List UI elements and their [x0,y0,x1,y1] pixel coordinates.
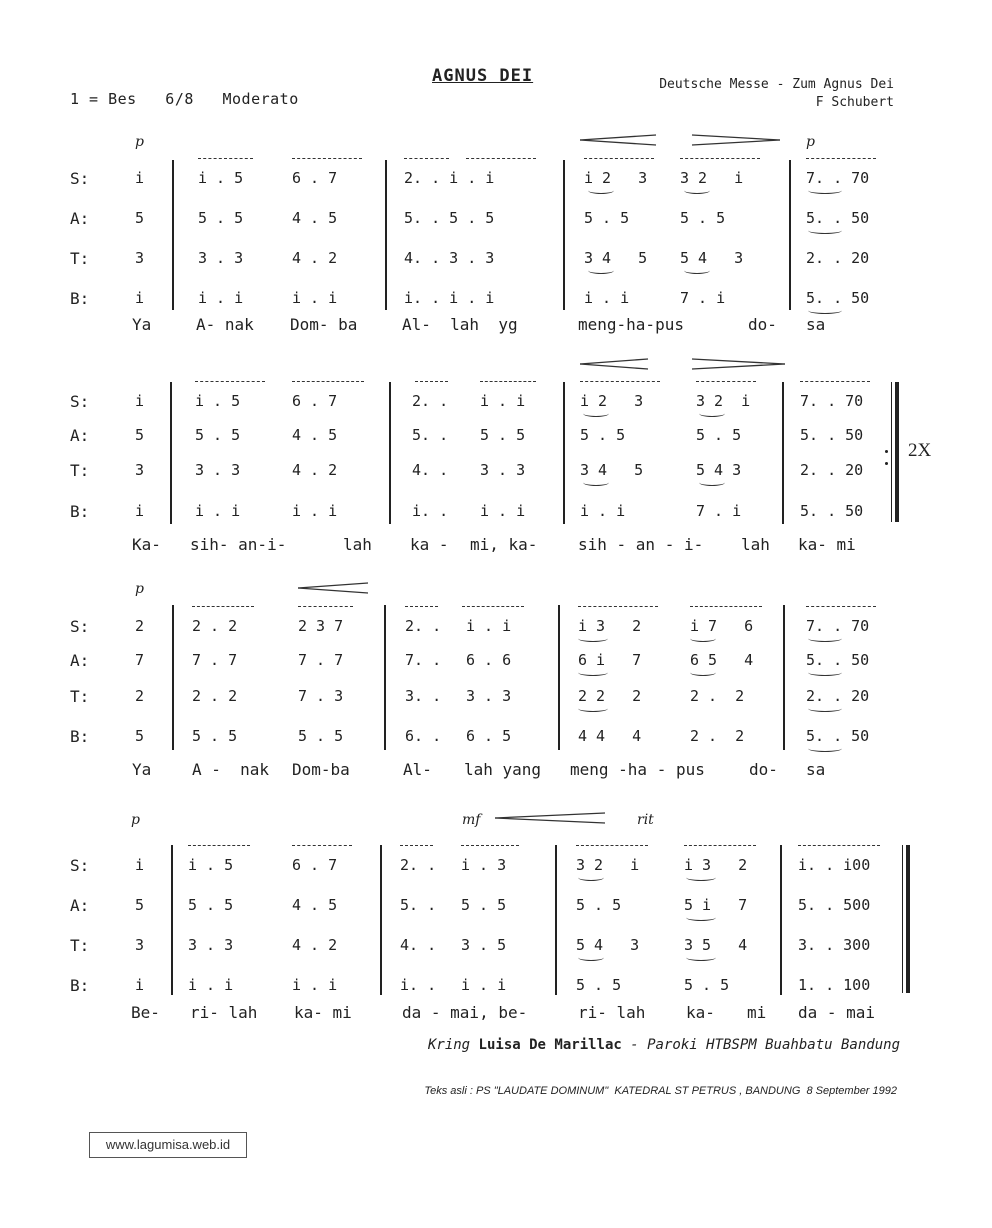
source-line-1: Deutsche Messe - Zum Agnus Dei [659,77,894,92]
final-bar-line [902,845,903,993]
lyric: Al- lah yg [402,315,518,334]
lyric: da - mai [798,1003,876,1022]
beam [198,158,253,159]
note-s: 7. . 70 [800,392,864,410]
lyric: meng -ha - pus [570,760,705,779]
beam [800,381,870,382]
note-b: 5 [135,727,145,745]
note-t: 2 . 2 [192,687,238,705]
note-b: i . i [188,976,234,994]
note-s: 7. . 70 [806,617,870,635]
voice-label-bass: B: [70,976,90,995]
note-t: 2. . 20 [806,687,870,705]
note-b: i . i [292,976,338,994]
note-a: 5 . 5 [576,896,622,914]
note-s: 2 3 7 [298,617,344,635]
slur [583,479,609,486]
slur [808,705,842,712]
dynamic-p: p [131,812,140,828]
lyric: Dom- ba [290,315,358,334]
bar-line [384,605,386,750]
note-a: 5 . 5 [198,209,244,227]
lyric: do- [749,760,778,779]
lyric: ka- mi [294,1003,352,1022]
note-a: 6 . 6 [466,651,512,669]
dynamic-rit: rit [637,812,654,828]
bar-line [170,382,172,524]
note-a: 5 . 5 [195,426,241,444]
note-t: 4 . 2 [292,249,338,267]
dynamic-p: p [135,134,144,150]
bar-line [389,382,391,524]
note-b: i . i [584,289,630,307]
note-a: 5 [135,209,145,227]
note-b: i. . [412,502,449,520]
lyric: ka- [686,1003,715,1022]
note-b: i . i [198,289,244,307]
beam [400,845,433,846]
voice-label-tenor: T: [70,461,90,480]
beam [584,158,654,159]
slur [578,874,604,881]
note-s: i. . i00 [798,856,871,874]
bar-line [172,605,174,750]
note-b: i . i [461,976,507,994]
note-s: i [135,856,145,874]
slur [588,187,614,194]
voice-label-tenor: T: [70,249,90,268]
lyric: mi [747,1003,767,1022]
voice-label-soprano: S: [70,856,90,875]
slur [808,669,842,676]
beam [576,845,648,846]
note-a: 5 . 5 [696,426,742,444]
note-b: 6. . [405,727,442,745]
note-t: 3 . 5 [461,936,507,954]
slur [578,954,604,961]
original-text-credit: Teks asli : PS "LAUDATE DOMINUM" KATEDRAL ST PETRUS , BANDUNG 8 September 1992 [424,1085,897,1097]
note-t: 5 4 3 [696,461,742,479]
final-bar-line-thick [906,845,910,993]
lyric: Ya [132,315,152,334]
note-a: 5 . 5 [461,896,507,914]
beam [292,158,362,159]
note-b: 5. . 50 [806,727,870,745]
note-a: 6 5 4 [690,651,754,669]
source-line-2: F Schubert [815,95,894,110]
page-title: AGNUS DEI [432,66,534,86]
slur [808,635,842,642]
note-b: i . i [292,289,338,307]
note-s: 3 2 i [680,169,744,187]
beam [462,606,524,607]
key-signature: 1 = Bes 6/8 Moderato [70,90,299,108]
voice-label-alto: A: [70,651,90,670]
beam [684,845,756,846]
lyric: sih - an - i- [578,535,704,554]
note-t: 3. . 300 [798,936,871,954]
note-a: 5 . 5 [584,209,630,227]
lyric: ri- lah [190,1003,258,1022]
note-a: 5 . 5 [580,426,626,444]
voice-label-alto: A: [70,209,90,228]
beam [580,381,660,382]
website-watermark[interactable]: www.lagumisa.web.id [89,1132,247,1158]
repeat-bar-line-thick [895,382,899,522]
lyric: Ya [132,760,152,779]
voice-label-alto: A: [70,896,90,915]
lyric: lah [741,535,770,554]
note-s: 2 . 2 [192,617,238,635]
slur [699,479,725,486]
bar-line [380,845,382,995]
note-a: 6 i 7 [578,651,642,669]
note-t: 3 . 3 [198,249,244,267]
beam [188,845,250,846]
voice-label-bass: B: [70,727,90,746]
slur [808,187,842,194]
crescendo-decrescendo-icon [580,134,780,146]
note-a: 5 i 7 [684,896,748,914]
lyric: sa [806,315,826,334]
note-s: i . 5 [198,169,244,187]
beam [292,381,364,382]
slur [808,307,842,314]
bar-line [780,845,782,995]
note-b: 5 . 5 [298,727,344,745]
note-a: 7 . 7 [192,651,238,669]
note-a: 5 . 5 [188,896,234,914]
lyric: ka - [410,535,449,554]
note-b: i . i [195,502,241,520]
beam [415,381,448,382]
dynamic-p: p [135,581,144,597]
voice-label-bass: B: [70,502,90,521]
note-b: 2 . 2 [690,727,745,745]
slur [684,187,710,194]
note-t: 4 . 2 [292,936,338,954]
note-a: 5. . 50 [806,209,870,227]
note-t: 4. . [412,461,449,479]
note-t: 3 [135,461,145,479]
note-s: i 2 3 [584,169,648,187]
note-a: 5. . 50 [800,426,864,444]
note-a: 5. . 5 . 5 [404,209,495,227]
note-a: 5 [135,426,145,444]
bar-line [172,160,174,310]
slur [690,669,716,676]
note-b: 6 . 5 [466,727,512,745]
repeat-dot [885,462,888,465]
note-t: 3 5 4 [684,936,748,954]
slur [578,705,608,712]
lyric: Dom-ba [292,760,350,779]
note-a: 4 . 5 [292,209,338,227]
note-a: 5 . 5 [480,426,526,444]
voice-label-tenor: T: [70,936,90,955]
crescendo-icon [298,582,368,594]
slur [686,914,716,921]
note-t: 2 2 2 [578,687,642,705]
dynamic-p: p [806,134,815,150]
note-b: i. . [400,976,437,994]
note-b: 1. . 100 [798,976,871,994]
lyric: Be- [131,1003,160,1022]
note-s: 2. . i . i [404,169,495,187]
note-t: 3 [135,936,145,954]
lyric: meng-ha-pus [578,315,684,334]
note-b: 4 4 4 [578,727,642,745]
note-b: 7 . i [696,502,742,520]
note-a: 5 . 5 [680,209,726,227]
note-s: i . 5 [195,392,241,410]
beam [404,158,449,159]
note-b: i . i [292,502,338,520]
note-b: i [135,289,145,307]
beam [806,158,876,159]
lyric: lah yang [464,760,542,779]
note-s: 7. . 70 [806,169,870,187]
note-b: i. . i . i [404,289,495,307]
note-a: 5. . 50 [806,651,870,669]
note-s: i 3 2 [684,856,748,874]
note-a: 5. . [400,896,437,914]
note-t: 2 [135,687,145,705]
bar-line [563,160,565,310]
note-t: 2. . 20 [800,461,864,479]
note-s: 2 [135,617,145,635]
note-s: 2. . [400,856,437,874]
beam [798,845,880,846]
credit-line: Kring Luisa De Marillac - Paroki HTBSPM Buahbatu Bandung [427,1037,900,1053]
note-t: 5 4 3 [576,936,640,954]
decrescendo-icon [495,812,605,824]
note-t: 3. . [405,687,442,705]
beam [696,381,756,382]
note-a: 5. . [412,426,449,444]
note-t: 3 [135,249,145,267]
note-a: 7. . [405,651,442,669]
slur [583,410,609,417]
beam [292,845,352,846]
lyric: Ka- [132,535,161,554]
slur [690,635,716,642]
beam [480,381,536,382]
beam [806,606,876,607]
note-b: i [135,502,145,520]
lyric: da - mai, be- [402,1003,528,1022]
slur [699,410,725,417]
note-t: 3 . 3 [480,461,526,479]
note-s: 2. . [412,392,449,410]
note-t: 3 . 3 [466,687,512,705]
note-a: 5. . 500 [798,896,871,914]
beam [680,158,760,159]
slur [578,635,608,642]
note-s: i . i [466,617,512,635]
voice-label-soprano: S: [70,617,90,636]
lyric: mi, ka- [470,535,538,554]
lyric: A - nak [192,760,270,779]
note-s: 3 2 i [696,392,751,410]
slur [578,669,608,676]
beam [405,606,438,607]
note-t: 7 . 3 [298,687,344,705]
slur [684,267,710,274]
note-b: 5 . 5 [192,727,238,745]
bar-line [555,845,557,995]
voice-label-bass: B: [70,289,90,308]
note-b: 5. . 50 [800,502,864,520]
lyric: A- nak [196,315,254,334]
note-t: 3 4 5 [580,461,644,479]
lyric: sih- an-i- [190,535,287,554]
repeat-bar-line [891,382,892,522]
note-b: 5 . 5 [576,976,622,994]
note-a: 7 [135,651,145,669]
voice-label-soprano: S: [70,169,90,188]
note-s: i . 3 [461,856,507,874]
note-t: 5 4 3 [680,249,744,267]
bar-line [558,605,560,750]
lyric: Al- [403,760,432,779]
bar-line [783,605,785,750]
note-b: 5 . 5 [684,976,730,994]
note-s: 6 . 7 [292,169,338,187]
slur [808,745,842,752]
dynamic-mf: mf [462,812,481,828]
bar-line [789,160,791,310]
beam [195,381,265,382]
voice-label-alto: A: [70,426,90,445]
note-s: i [135,169,145,187]
note-a: 5 [135,896,145,914]
note-a: 4 . 5 [292,426,338,444]
lyric: lah [343,535,372,554]
bar-line [385,160,387,310]
lyric: ka- mi [798,535,856,554]
beam [690,606,762,607]
bar-line [171,845,173,995]
lyric: do- [748,315,777,334]
note-t: 3 . 3 [188,936,234,954]
repeat-dot [885,450,888,453]
note-t: 3 . 3 [195,461,241,479]
slur [588,267,614,274]
slur [686,954,716,961]
note-b: 7 . i [680,289,726,307]
note-t: 4 . 2 [292,461,338,479]
note-b: i . i [580,502,626,520]
note-s: i 2 3 [580,392,644,410]
voice-label-soprano: S: [70,392,90,411]
beam [466,158,536,159]
note-s: 6 . 7 [292,856,338,874]
note-s: i . 5 [188,856,234,874]
voice-label-tenor: T: [70,687,90,706]
crescendo-decrescendo-icon [580,358,785,370]
note-s: i 7 6 [690,617,754,635]
slur [808,227,842,234]
beam [578,606,658,607]
note-a: 7 . 7 [298,651,344,669]
note-b: i . i [480,502,526,520]
bar-line [782,382,784,524]
beam [192,606,254,607]
note-a: 4 . 5 [292,896,338,914]
lyric: ri- lah [578,1003,646,1022]
note-s: i 3 2 [578,617,642,635]
note-t: 2 . 2 [690,687,745,705]
note-s: i . i [480,392,526,410]
note-b: i [135,976,145,994]
note-s: 6 . 7 [292,392,338,410]
slur [686,874,716,881]
note-t: 4. . 3 . 3 [404,249,495,267]
beam [461,845,519,846]
note-t: 2. . 20 [806,249,870,267]
repeat-2x-label: 2X [908,440,932,461]
note-s: 2. . [405,617,442,635]
lyric: sa [806,760,826,779]
note-b: 5. . 50 [806,289,870,307]
note-t: 3 4 5 [584,249,648,267]
note-s: 3 2 i [576,856,640,874]
note-s: i [135,392,145,410]
note-t: 4. . [400,936,437,954]
bar-line [563,382,565,524]
beam [298,606,353,607]
